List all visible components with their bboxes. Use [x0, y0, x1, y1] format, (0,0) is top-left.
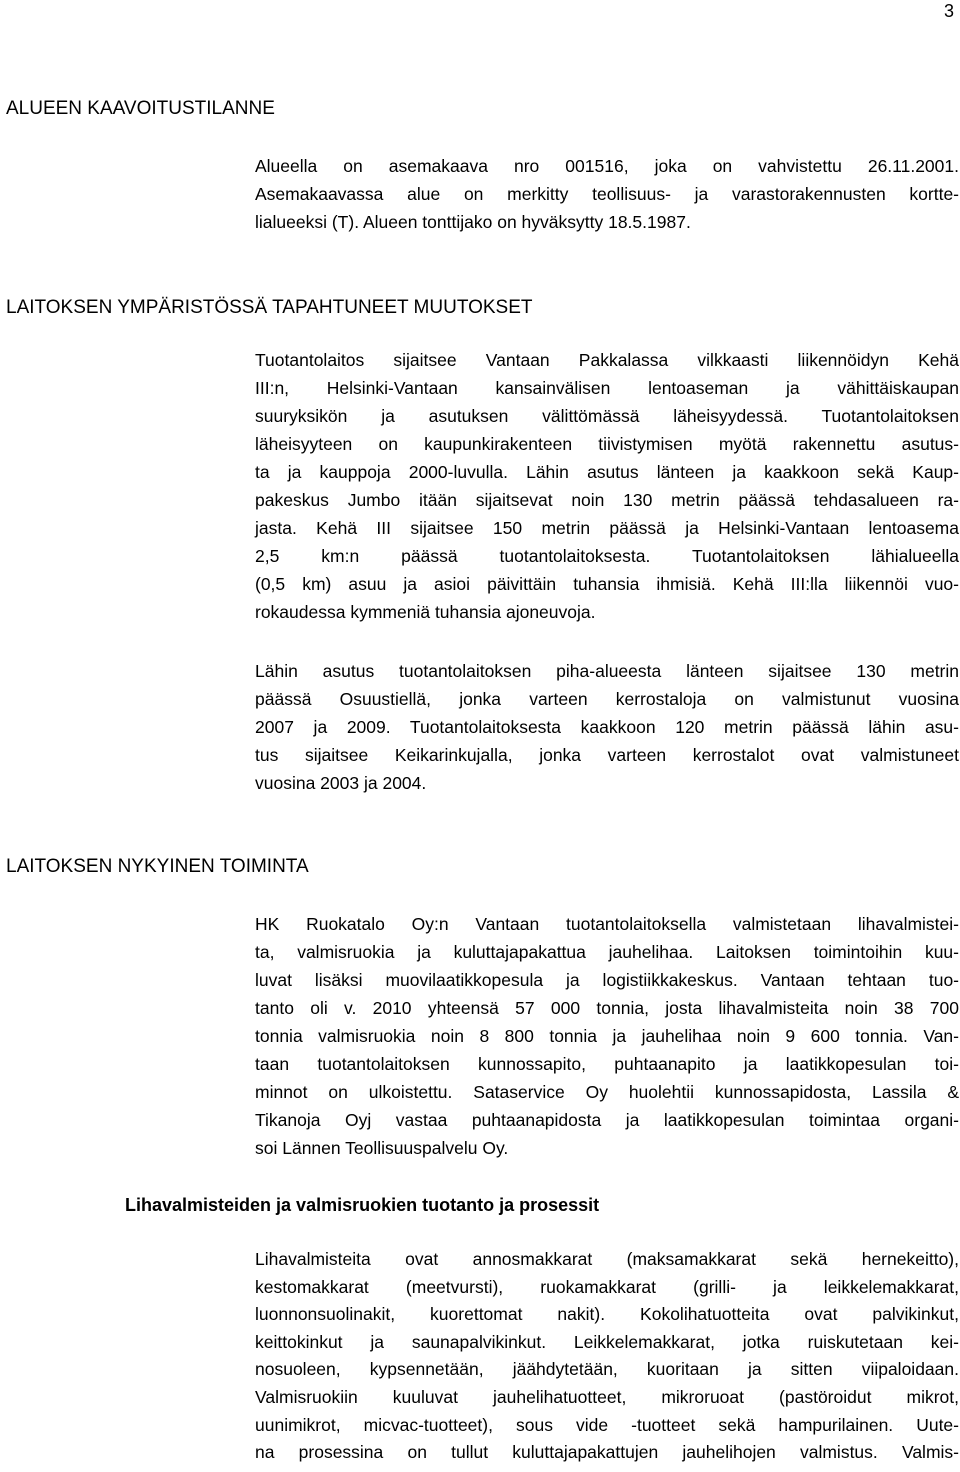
text-line: läheisyyteen on kaupunkirakenteen tiivistymisen myötä rakennettu asutus- — [255, 434, 959, 454]
text-line: Alueella on asemakaava nro 001516, joka on vahvistettu 26.11.2001. — [255, 156, 959, 176]
text-line: Lähin asutus tuotantolaitoksen piha-alueesta länteen sijaitsee 130 metrin — [255, 661, 959, 681]
text-line: keittokinkut ja saunapalvikinkut. Leikkelemakkarat, jotka ruiskutetaan kei- — [255, 1331, 959, 1352]
text-line: soi Lännen Teollisuuspalvelu Oy. — [255, 1138, 509, 1158]
text-line: III:n, Helsinki-Vantaan kansainvälisen lentoaseman ja vähittäiskaupan — [255, 378, 959, 398]
text-line: kestomakkarat (meetvursti), ruokamakkarat (grilli- ja leikkelemakkarat, — [255, 1276, 959, 1297]
section-heading-zoning: ALUEEN KAAVOITUSTILANNE — [6, 98, 275, 119]
text-line: Valmisruokiin kuuluvat jauhelihatuotteet, mikroruoat (pastöroidut mikrot, — [255, 1386, 959, 1407]
text-line: minnot on ulkoistettu. Sataservice Oy huolehtii kunnossapidosta, Lassila & — [255, 1082, 959, 1102]
text-line: 2007 ja 2009. Tuotantolaitoksesta kaakkoon 120 metrin päässä lähin asu- — [255, 717, 959, 737]
section-heading-environment-changes: LAITOKSEN YMPÄRISTÖSSÄ TAPAHTUNEET MUUTOKSET — [6, 297, 533, 318]
section-heading-current-operations: LAITOKSEN NYKYINEN TOIMINTA — [6, 856, 309, 877]
paragraph-current-operations — [255, 910, 959, 1162]
paragraph-environment-2 — [255, 657, 959, 797]
text-line: rokaudessa kymmeniä tuhansia ajoneuvoja. — [255, 602, 596, 622]
text-line: lialueeksi (T). Alueen tonttijako on hyväksytty 18.5.1987. — [255, 212, 691, 232]
paragraph-production-processes — [255, 1246, 959, 1467]
text-line: taan tuotantolaitoksen kunnossapito, puhtaanapito ja laatikkopesulan toi- — [255, 1054, 959, 1074]
text-line: tanto oli v. 2010 yhteensä 57 000 tonnia, josta lihavalmisteita noin 38 700 — [255, 998, 959, 1018]
text-line: HK Ruokatalo Oy:n Vantaan tuotantolaitoksella valmistetaan lihavalmistei- — [255, 914, 959, 934]
text-line: ta, valmisruokia ja kuluttajapakattua jauhelihaa. Laitoksen toimintoihin kuu- — [255, 942, 959, 962]
text-line: päässä Osuustiellä, jonka varteen kerrostaloja on valmistunut vuosina — [255, 689, 959, 709]
paragraph-zoning — [255, 152, 959, 236]
text-line: luonnonsuolinakit, kuorettomat nakit). Kokolihatuotteita ovat palvikinkut, — [255, 1304, 959, 1325]
text-line: vuosina 2003 ja 2004. — [255, 773, 427, 793]
text-line: Tikanoja Oyj vastaa puhtaanapidosta ja laatikkopesulan toimintaa organi- — [255, 1110, 959, 1130]
page-number: 3 — [943, 1, 954, 21]
paragraph-environment-1 — [255, 346, 959, 626]
text-line: jasta. Kehä III sijaitsee 150 metrin päässä ja Helsinki-Vantaan lentoasema — [255, 518, 959, 538]
text-line: Asemakaavassa alue on merkitty teollisuus- ja varastorakennusten kortte- — [255, 184, 959, 204]
text-line: uunimikrot, micvac-tuotteet), sous vide -tuotteet sekä hampurilainen. Uute- — [255, 1414, 959, 1435]
text-line: ta ja kauppoja 2000-luvulla. Lähin asutus länteen ja kaakkoon sekä Kaup- — [255, 462, 959, 482]
text-line: luvat lisäksi muovilaatikkopesula ja logistiikkakeskus. Vantaan tehtaan tuo- — [255, 970, 959, 990]
text-line: tus sijaitsee Keikarinkujalla, jonka varteen kerrostalot ovat valmistuneet — [255, 745, 959, 765]
text-line: suuryksikön ja asutuksen välittömässä läheisyydessä. Tuotantolaitoksen — [255, 406, 959, 426]
subheading-production-processes: Lihavalmisteiden ja valmisruokien tuotanto ja prosessit — [125, 1195, 600, 1215]
text-line: nosuoleen, kypsennetään, jäähdytetään, kuoritaan ja sitten viipaloidaan. — [255, 1359, 959, 1380]
text-line: Tuotantolaitos sijaitsee Vantaan Pakkalassa vilkkaasti liikennöidyn Kehä — [255, 350, 959, 370]
text-line: 2,5 km:n päässä tuotantolaitoksesta. Tuotantolaitoksen lähialueella — [255, 546, 959, 566]
text-line: (0,5 km) asuu ja asioi päivittäin tuhansia ihmisiä. Kehä III:lla liikennöi vuo- — [255, 574, 959, 594]
text-line: pakeskus Jumbo itään sijaitsevat noin 130 metrin päässä tehdasalueen ra- — [255, 490, 959, 510]
text-line: tonnia valmisruokia noin 8 800 tonnia ja jauhelihaa noin 9 600 tonnia. Van- — [255, 1026, 959, 1046]
text-line: na prosessina on tullut kuluttajapakattujen jauhelihojen valmistus. Valmis- — [255, 1442, 959, 1463]
text-line: Lihavalmisteita ovat annosmakkarat (maksamakkarat sekä hernekeitto), — [255, 1249, 959, 1269]
